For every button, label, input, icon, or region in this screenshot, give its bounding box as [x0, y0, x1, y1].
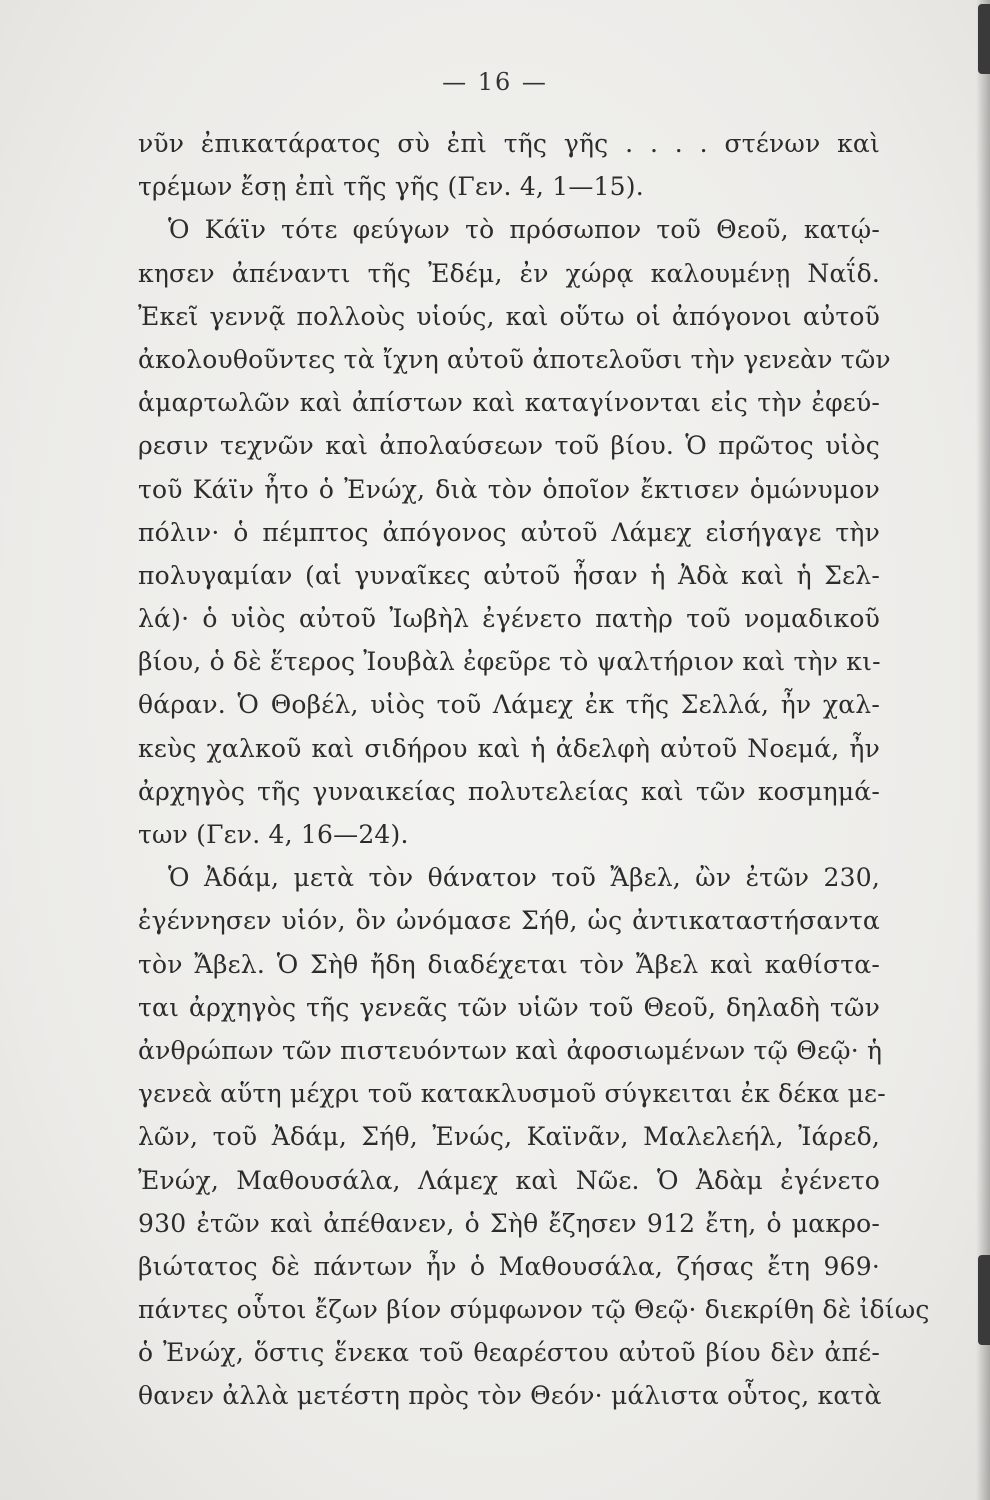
body-text	[138, 122, 930, 1418]
text-line: ἁμαρτωλῶν καὶ ἀπίστων καὶ καταγίνονται εἰς τὴν ἐφεύ-	[138, 388, 880, 418]
text-line: ἀρχηγὸς τῆς γυναικείας πολυτελείας καὶ τῶν κοσμημά-	[138, 776, 880, 806]
text-line: τὸν Ἄβελ. Ὁ Σὴθ ἤδη διαδέχεται τὸν Ἄβελ καὶ καθίστα-	[138, 949, 880, 979]
text-line: ἀνθρώπων τῶν πιστευόντων καὶ ἀφοσιωμένων τῷ Θεῷ· ἡ	[138, 1035, 883, 1065]
text-line: βίου, ὁ δὲ ἕτερος Ἰουβὰλ ἐφεῦρε τὸ ψαλτήριον καὶ τὴν κι-	[138, 647, 881, 677]
text-line: θάραν. Ὁ Θοβέλ, υἱὸς τοῦ Λάμεχ ἐκ τῆς Σελλά, ἦν χαλ-	[138, 690, 880, 720]
text-line: κεὺς χαλκοῦ καὶ σιδήρου καὶ ἡ ἀδελφὴ αὐτοῦ Νοεμά, ἦν	[138, 733, 880, 763]
text-line: τρέμων ἔσῃ ἐπὶ τῆς γῆς (Γεν. 4, 1—15).	[138, 172, 644, 202]
text-line: των (Γεν. 4, 16—24).	[138, 820, 409, 849]
text-line: νῦν ἐπικατάρατος σὺ ἐπὶ τῆς γῆς . . . . στένων καὶ	[138, 129, 880, 158]
text-line: ὁ Ἐνώχ, ὅστις ἕνεκα τοῦ θεαρέστου αὐτοῦ βίου δὲν ἀπέ-	[138, 1338, 880, 1368]
text-line: τοῦ Κάϊν ἦτο ὁ Ἐνώχ, διὰ τὸν ὁποῖον ἔκτισεν ὁμώνυμον	[138, 474, 880, 504]
text-line: Ἐκεῖ γεννᾷ πολλοὺς υἱούς, καὶ οὕτω οἱ ἀπόγονοι αὐτοῦ	[138, 301, 880, 331]
text-line: Ἐνώχ, Μαθουσάλα, Λάμεχ καὶ Νῶε. Ὁ Ἀδὰμ ἐγένετο	[138, 1165, 880, 1195]
text-line: λῶν, τοῦ Ἀδάμ, Σήθ, Ἐνώς, Καϊνᾶν, Μαλελεήλ, Ἰάρεδ,	[138, 1122, 880, 1152]
text-line: ται ἀρχηγὸς τῆς γενεᾶς τῶν υἱῶν τοῦ Θεοῦ, δηλαδὴ τῶν	[138, 992, 880, 1022]
text-line: πάντες οὗτοι ἔζων βίον σύμφωνον τῷ Θεῷ· διεκρίθη δὲ ἰδίως	[138, 1295, 930, 1325]
text-line: 930 ἐτῶν καὶ ἀπέθανεν, ὁ Σὴθ ἔζησεν 912 ἔτη, ὁ μακρο-	[138, 1208, 880, 1238]
text-line: γενεὰ αὕτη μέχρι τοῦ κατακλυσμοῦ σύγκειται ἐκ δέκα με-	[138, 1079, 886, 1109]
text-line: Ὁ Ἀδάμ, μετὰ τὸν θάνατον τοῦ Ἄβελ, ὢν ἐτῶν 230,	[168, 863, 880, 893]
text-line: ἐγέννησεν υἱόν, ὃν ὠνόμασε Σήθ, ὡς ἀντικαταστήσαντα	[138, 906, 880, 936]
text-line: θανεν ἀλλὰ μετέστη πρὸς τὸν Θεόν· μάλιστα οὗτος, κατὰ	[138, 1381, 882, 1411]
text-line: πόλιν· ὁ πέμπτος ἀπόγονος αὐτοῦ Λάμεχ εἰσήγαγε τὴν	[138, 517, 880, 547]
page-number: — 16 —	[442, 68, 548, 96]
margin-ink-mark-top	[978, 4, 990, 74]
text-line: λά)· ὁ υἱὸς αὐτοῦ Ἰωβὴλ ἐγένετο πατὴρ τοῦ νομαδικοῦ	[138, 604, 880, 634]
text-line: Ὁ Κάϊν τότε φεύγων τὸ πρόσωπον τοῦ Θεοῦ, κατῴ-	[168, 215, 880, 245]
text-line: ἀκολουθοῦντες τὰ ἴχνη αὐτοῦ ἀποτελοῦσι τὴν γενεὰν τῶν	[138, 344, 891, 374]
text-line: ρεσιν τεχνῶν καὶ ἀπολαύσεων τοῦ βίου. Ὁ πρῶτος υἱὸς	[138, 431, 880, 461]
text-line: κησεν ἀπέναντι τῆς Ἐδέμ, ἐν χώρᾳ καλουμένῃ Ναΐδ.	[138, 258, 880, 288]
text-line: πολυγαμίαν (αἱ γυναῖκες αὐτοῦ ἦσαν ἡ Ἀδὰ καὶ ἡ Σελ-	[138, 560, 880, 590]
text-line: βιώτατος δὲ πάντων ἦν ὁ Μαθουσάλα, ζήσας ἔτη 969·	[138, 1251, 880, 1281]
margin-ink-mark-bottom	[978, 1255, 990, 1345]
